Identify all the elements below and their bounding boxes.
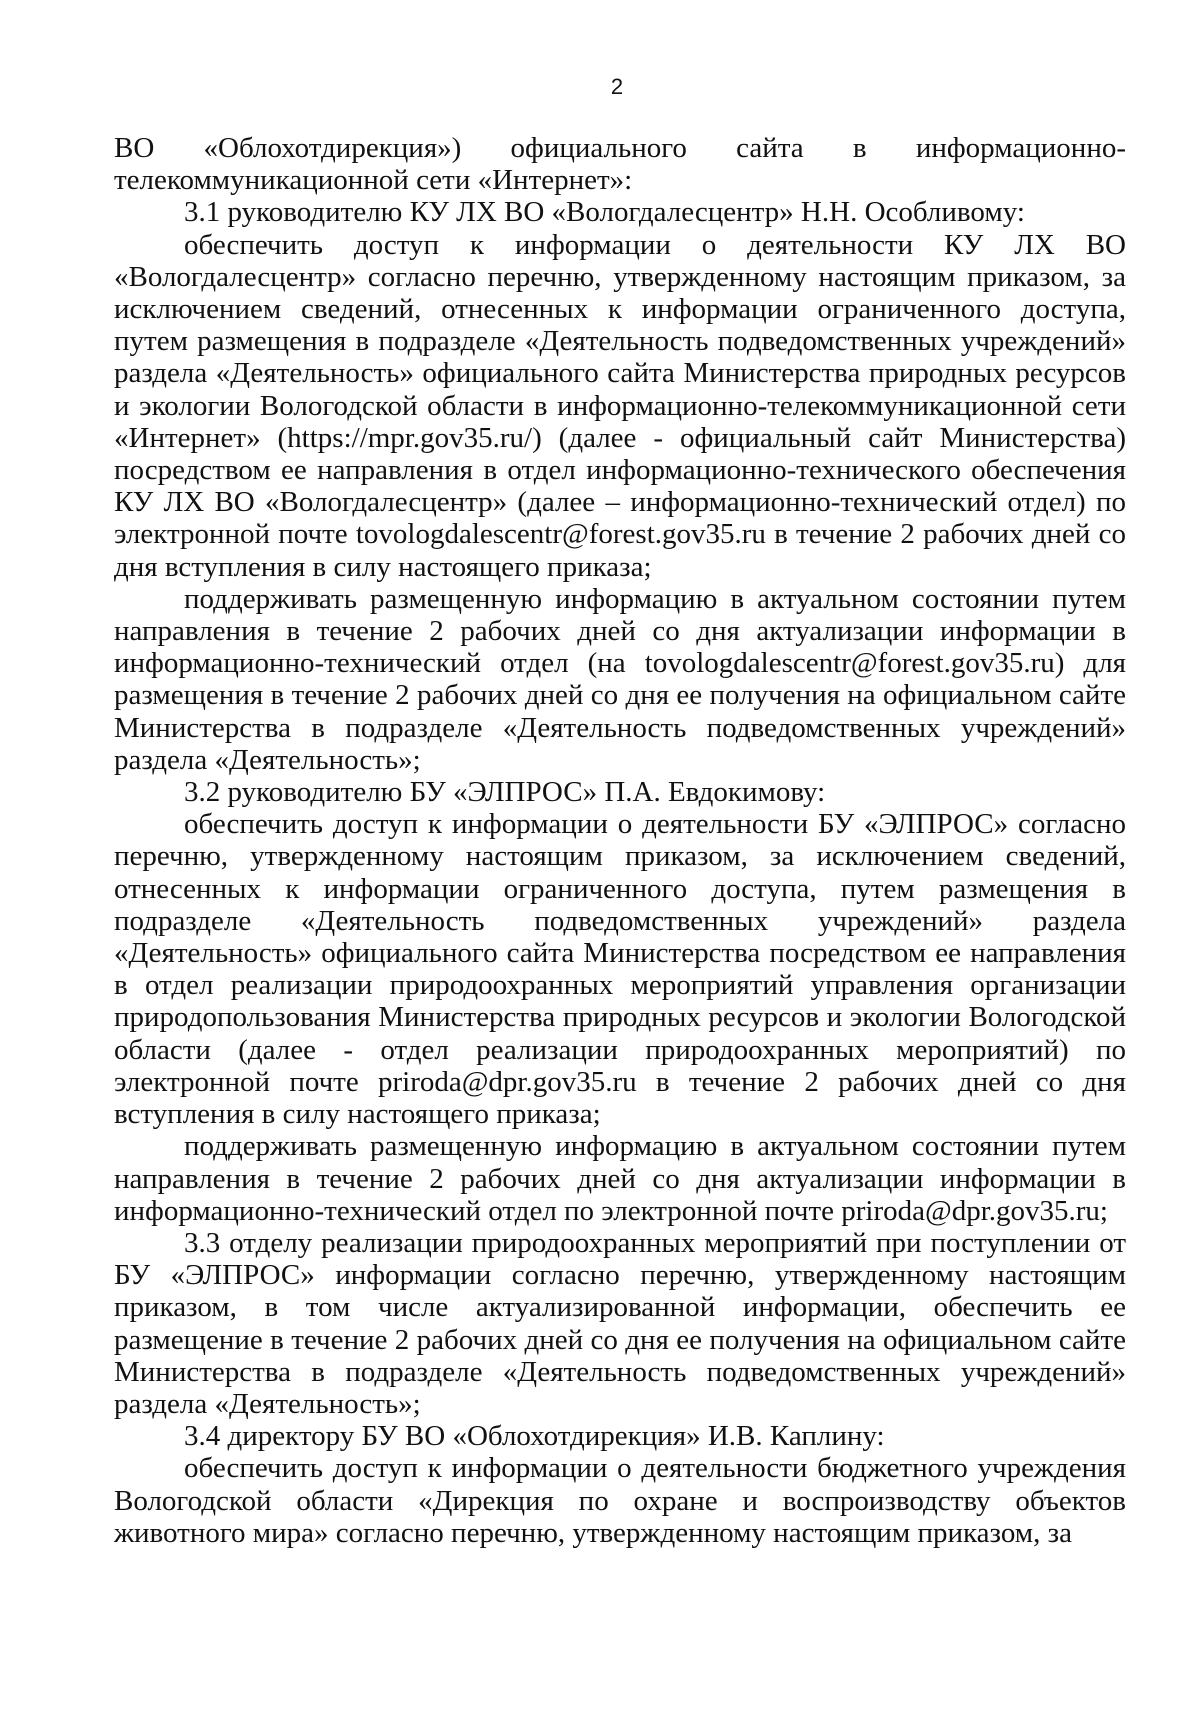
paragraph-3-1-access: обеспечить доступ к информации о деятельности КУ ЛХ ВО «Вологдалесцентр» согласно перечню, утвержденному настоящим приказом, за исключением сведений, отнесенных к информации ограниченного доступа, путем размещения в подразделе «Деятельность подведомственных учреждений» раздела «Деятельность» официального сайта Министерства природных ресурсов и экологии Вологодской области в информационно-телекоммуникационной сети «Интернет» (https://mpr.gov35.ru/) (далее - официальный сайт Министерства) посредством ее направления в отдел информационно-технического обеспечения КУ ЛХ ВО «Вологдалесцентр» (далее – информационно-технический отдел) по электронной почте tovologdalescentr@forest.gov35.ru в течение 2 рабочих дней со дня вступления в силу настоящего приказа; bbox=[114, 228, 1126, 583]
paragraph-item-3-1-heading: 3.1 руководителю КУ ЛХ ВО «Вологдалесцентр» Н.Н. Особливому: bbox=[184, 196, 1025, 229]
paragraph-3-2-maintain: поддерживать размещенную информацию в актуальном состоянии путем направления в течение 2 рабочих дней со дня актуализации информации в информационно-технический отдел по электронной почте priroda@dpr.gov35.ru; bbox=[114, 1130, 1126, 1227]
document-body bbox=[114, 132, 1126, 1549]
paragraph-3-4-access: обеспечить доступ к информации о деятельности бюджетного учреждения Вологодской области «Дирекция по охране и воспроизводству объектов животного мира» согласно перечню, утвержденному настоящим приказом, за bbox=[114, 1452, 1126, 1549]
paragraph-continuation: ВО «Облохотдирекция») официального сайта в информационно-телекоммуникационной сети «Интернет»: bbox=[114, 132, 1126, 197]
paragraph-item-3-2-heading: 3.2 руководителю БУ «ЭЛПРОС» П.А. Евдокимову: bbox=[184, 776, 826, 809]
paragraph-item-3-3: 3.3 отделу реализации природоохранных мероприятий при поступлении от БУ «ЭЛПРОС» информации согласно перечню, утвержденному настоящим приказом, в том числе актуализированной информации, обеспечить ее размещение в течение 2 рабочих дней со дня ее получения на официальном сайте Министерства в подразделе «Деятельность подведомственных учреждений» раздела «Деятельность»; bbox=[114, 1226, 1126, 1420]
paragraph-item-3-4-heading: 3.4 директору БУ ВО «Облохотдирекция» И.В. Каплину: bbox=[184, 1420, 885, 1453]
page-number: 2 bbox=[610, 74, 624, 99]
paragraph-3-1-maintain: поддерживать размещенную информацию в актуальном состоянии путем направления в течение 2 рабочих дней со дня актуализации информации в информационно-технический отдел (на tovologdalescentr@forest.gov35.ru) для размещения в течение 2 рабочих дней со дня ее получения на официальном сайте Министерства в подразделе «Деятельность подведомственных учреждений» раздела «Деятельность»; bbox=[114, 582, 1126, 776]
paragraph-3-2-access: обеспечить доступ к информации о деятельности БУ «ЭЛПРОС» согласно перечню, утвержденному настоящим приказом, за исключением сведений, отнесенных к информации ограниченного доступа, путем размещения в подразделе «Деятельность подведомственных учреждений» раздела «Деятельность» официального сайта Министерства посредством ее направления в отдел реализации природоохранных мероприятий управления организации природопользования Министерства природных ресурсов и экологии Вологодской области (далее - отдел реализации природоохранных мероприятий) по электронной почте priroda@dpr.gov35.ru в течение 2 рабочих дней со дня вступления в силу настоящего приказа; bbox=[114, 808, 1126, 1131]
